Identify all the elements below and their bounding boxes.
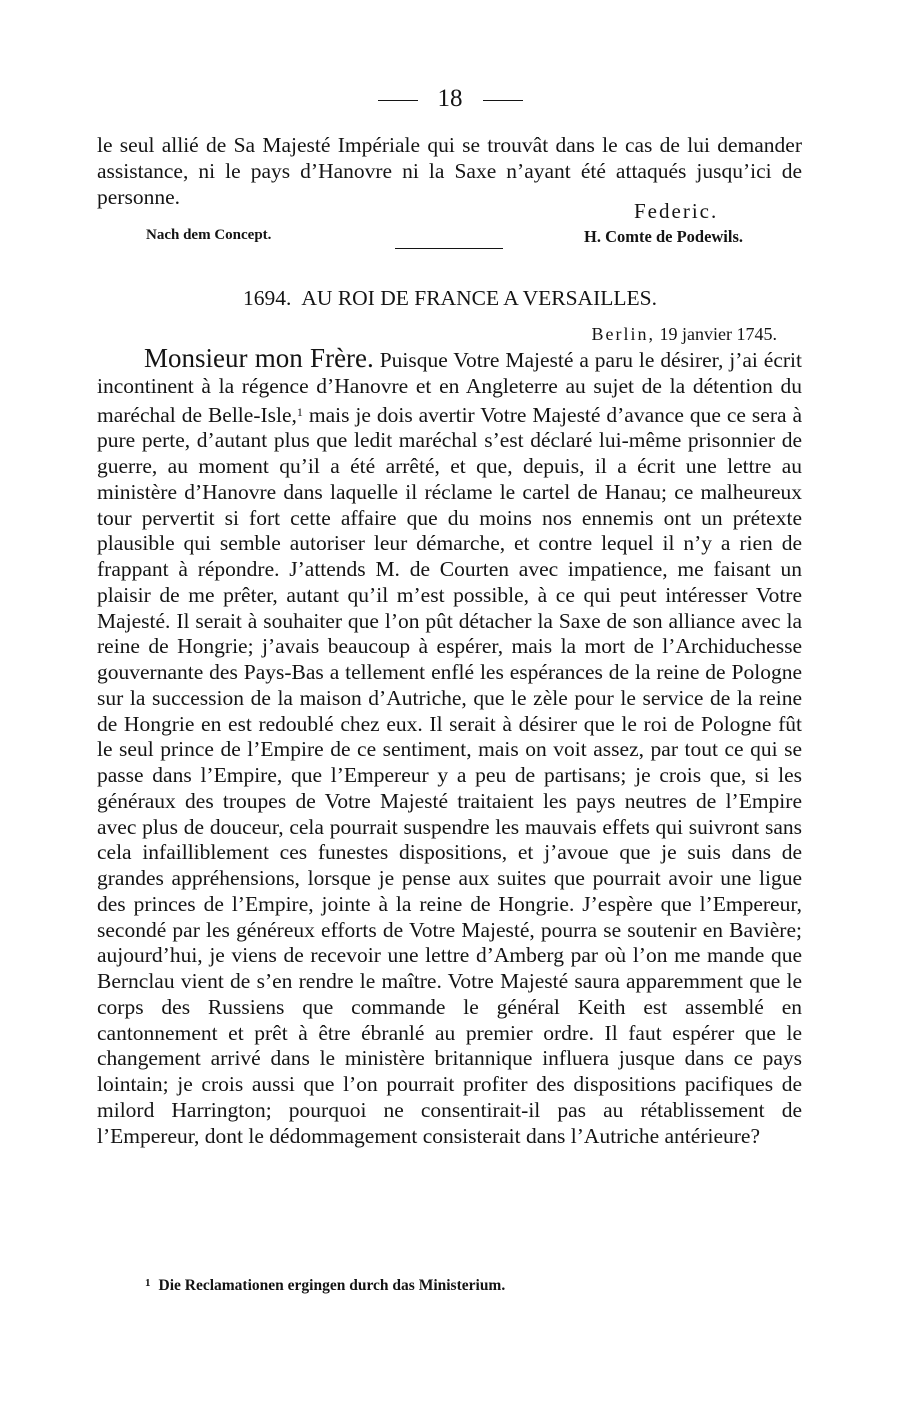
page-number: 18	[437, 85, 463, 112]
dateline	[592, 324, 777, 345]
letter-title: AU ROI DE FRANCE A VERSAILLES.	[301, 286, 657, 310]
footnote-mark: 1	[145, 1277, 151, 1289]
body-text-part1: Puisque Votre Majesté a paru le désirer, j’ai écrit incontinent à la régence d’Hanovre et en Angleterre au sujet de la détention du maréchal de Belle-Isle,	[97, 348, 802, 427]
letter-paragraph	[97, 343, 802, 1149]
dateline-date: 19 janvier 1745.	[659, 324, 777, 344]
header-dash-right	[483, 100, 523, 101]
footnote	[145, 1277, 505, 1295]
separator-rule	[395, 248, 503, 249]
footnote-text: Die Reclamationen ergingen durch das Ministerium.	[158, 1277, 506, 1294]
letter-number: 1694.	[243, 286, 292, 310]
signature-minister: H. Comte de Podewils.	[584, 227, 744, 246]
header-dash-left	[378, 100, 418, 101]
letter-heading	[0, 286, 900, 311]
letter-body	[97, 343, 802, 1149]
signature-name: Federic.	[634, 199, 719, 223]
body-text-part2: mais je dois avertir Votre Majesté d’avance que ce sera à pure perte, d’autant plus que ledit maréchal s’est déclaré lui-même prisonnier de guerre, au moment qu’il a été arrêté, et que, depuis, il a écrit une lettre au ministère d’Hanovre dans laquelle il réclame le cartel de Hanau; ce malheureux tour pervertit si fort cette affaire que du moins nos ennemis ont un prétexte plausible qui semble autoriser leur démarche, et contre lequel il n’y a rien de frappant à répondre. J’attends M. de Courten avec impatience, me faisant un plaisir de me prêter, autant qu’il m’est possible, à ce qui peut intéresser Votre Majesté. Il serait à souhaiter que l’on pût détacher la Saxe de son alliance avec la reine de Hongrie; j’avais beaucoup à espérer, mais la mort de l’Archiduchesse gouvernante des Pays-Bas a tellement enflé les espérances de la reine de Pologne sur la succession de la maison d’Autriche, que le zèle pour le service de la reine de Hongrie en est redoublé chez eux. Il serait à désirer que le roi de Pologne fût le seul prince de l’Empire de ce sentiment, mais on voit assez, par tout ce qui se passe dans l’Empire, que l’Empereur y a peu de partisans; je crois que, si les généraux des troupes de Votre Majesté traitaient les pays neutres de l’Empire avec plus de douceur, cela pourrait suspendre les mauvais effets qui suivront sans cela infailliblement ces funestes dispositions, et j’avoue que je suis dans de grandes appréhensions, lorsque je pense aux suites que pourrait avoir une ligue des princes de l’Empire, jointe à la reine de Hongrie. J’espère que l’Empereur, secondé par les généreux efforts de Votre Majesté, pourra se soutenir en Bavière; aujourd’hui, je viens de recevoir une lettre d’Amberg par où l’on me mande que Bernclau vient de s’en rendre le maître. Votre Majesté saura apparemment que le corps des Russiens que commande le général Keith est assemblé en cantonnement et prêt à être ébranlé au premier ordre. Il faut espérer que le changement arrivé dans le ministère britannique influera jusque dans ce pays lointain; je crois aussi que l’on pourrait profiter des dispositions pacifiques de milord Harrington; pourquoi ne consentirait-il pas au rétablissement de l’Empereur, dont le dédommagement consisterait dans l’Autriche antérieure?	[97, 402, 802, 1148]
dateline-place: Berlin,	[591, 324, 656, 344]
footnote-reference: 1	[296, 404, 303, 419]
page-header	[0, 84, 900, 114]
source-note: Nach dem Concept.	[146, 227, 272, 243]
continuation-paragraph: le seul allié de Sa Majesté Impériale qui se trouvât dans le cas de lui demander assistance, ni le pays d’Hanovre ni la Saxe n’ayant été attaqués jusqu’ici de personne.	[97, 133, 802, 209]
salutation: Monsieur mon Frère.	[144, 343, 374, 373]
